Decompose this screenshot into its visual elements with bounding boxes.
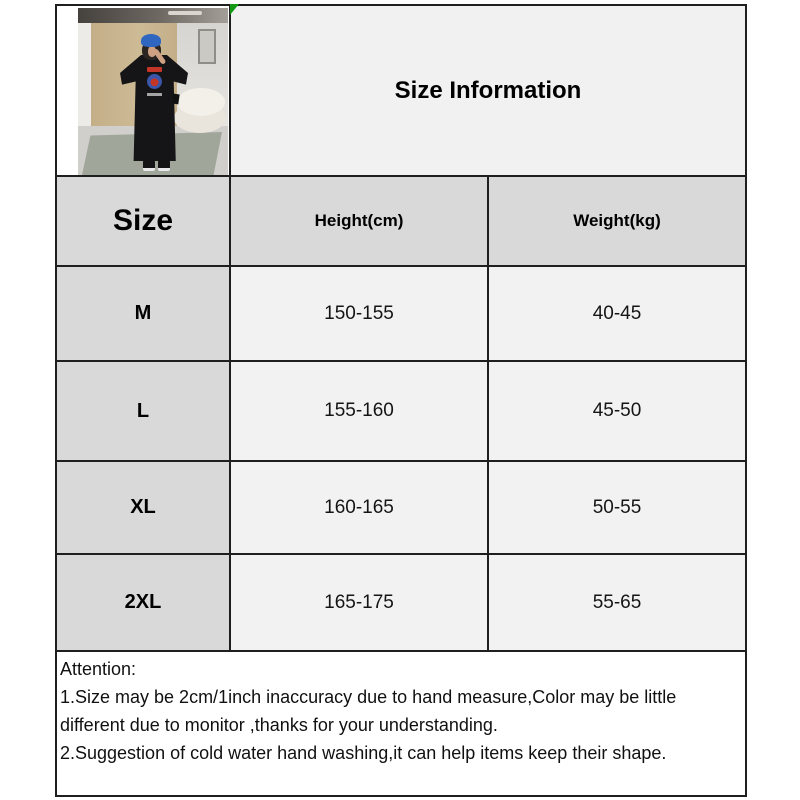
row-m-size: M [57,267,231,362]
photo-dress-print-circle [147,74,162,89]
page-title: Size Information [394,76,582,104]
photo-ceiling [78,8,228,23]
title-cell [231,6,747,177]
row-l-weight: 45-50 [489,362,747,462]
row-l-height: 155-160 [231,362,489,462]
row-m-weight: 40-45 [489,267,747,362]
attention-line-3: 2.Suggestion of cold water hand washing,it can help items keep their shape. [60,743,667,763]
row-xl-weight: 50-55 [489,462,747,555]
photo-wall-left [78,8,91,128]
photo-dress-print-text [147,93,162,96]
attention-note [57,652,747,797]
photo-model-shoe-right [158,159,170,171]
photo-dress-print-red [147,67,162,72]
row-2xl-weight: 55-65 [489,555,747,652]
photo-wall-frame [198,29,216,64]
product-photo-cell [57,6,231,177]
row-xl-height: 160-165 [231,462,489,555]
photo-model-shoe-left [143,159,155,171]
product-photo [78,8,228,175]
header-height: Height(cm) [231,177,489,267]
row-l-size: L [57,362,231,462]
photo-model-cap [141,34,161,47]
row-xl-size: XL [57,462,231,555]
header-size: Size [57,177,231,267]
row-m-height: 150-155 [231,267,489,362]
attention-heading: Attention: [60,659,137,679]
photo-ceiling-light [168,11,202,15]
row-2xl-size: 2XL [57,555,231,652]
green-corner-marker-icon [230,4,239,15]
attention-line-2: different due to monitor ,thanks for your understanding. [60,715,498,735]
row-2xl-height: 165-175 [231,555,489,652]
photo-ottoman-cushion [177,88,225,116]
attention-line-1: 1.Size may be 2cm/1inch inaccuracy due to hand measure,Color may be little [60,687,677,707]
header-weight: Weight(kg) [489,177,747,267]
size-chart-sheet [55,4,747,797]
